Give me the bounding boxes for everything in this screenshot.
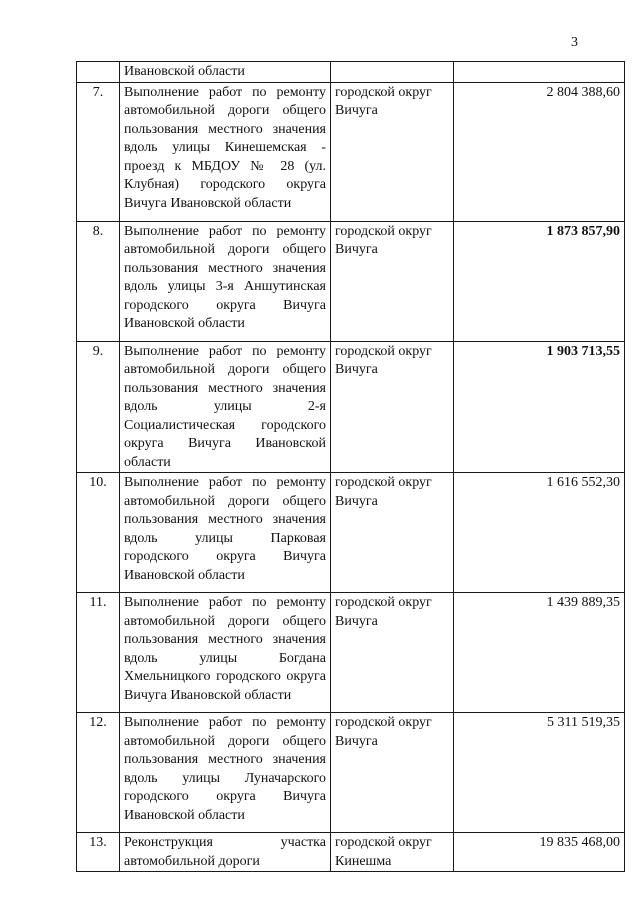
amount-cell: 1 616 552,30 [454,473,625,593]
row-number-cell [77,62,120,83]
works-table [76,61,625,872]
amount-cell: 2 804 388,60 [454,82,625,221]
amount-cell: 1 903 713,55 [454,341,625,473]
table-row [77,833,625,872]
table-row [77,713,625,833]
location-cell: городской округ Вичуга [331,221,454,341]
amount-cell: 1 873 857,90 [454,221,625,341]
work-description-cell: Выполнение работ по ремонту автомобильной дороги общего пользования местного значения вдоль улицы Богдана Хмельницкого городского округа Вичуга Ивановской области [120,593,331,713]
row-number-cell: 13. [77,833,120,872]
location-cell: городской округ Вичуга [331,341,454,473]
work-description-cell: Выполнение работ по ремонту автомобильной дороги общего пользования местного значения вдоль улицы 3-я Аншутинская городского округа Вичуга Ивановской области [120,221,331,341]
row-number-cell: 10. [77,473,120,593]
table-row [77,593,625,713]
work-description-cell: Выполнение работ по ремонту автомобильной дороги общего пользования местного значения вдоль улицы Луначарского городского округа Вичуга Ивановской области [120,713,331,833]
location-cell [331,62,454,83]
table-row [77,341,625,473]
row-number-cell: 8. [77,221,120,341]
location-cell: городской округ Кинешма [331,833,454,872]
table-row [77,221,625,341]
location-cell: городской округ Вичуга [331,82,454,221]
work-description-cell: Реконструкция участка автомобильной дороги [120,833,331,872]
location-cell: городской округ Вичуга [331,593,454,713]
work-description-cell: Выполнение работ по ремонту автомобильной дороги общего пользования местного значения вдоль улицы Парковая городского округа Вичуга Ивановской области [120,473,331,593]
table-row [77,82,625,221]
location-cell: городской округ Вичуга [331,713,454,833]
amount-cell: 1 439 889,35 [454,593,625,713]
table-row [77,473,625,593]
amount-cell [454,62,625,83]
table-row-continuation [77,62,625,83]
amount-cell: 19 835 468,00 [454,833,625,872]
work-description-cell: Выполнение работ по ремонту автомобильной дороги общего пользования местного значения вдоль улицы 2-я Социалистическая городского округа Вичуга Ивановской области [120,341,331,473]
page-number: 3 [571,35,578,50]
row-number-cell: 11. [77,593,120,713]
amount-cell: 5 311 519,35 [454,713,625,833]
work-description-cell: Ивановской области [120,62,331,83]
row-number-cell: 7. [77,82,120,221]
location-cell: городской округ Вичуга [331,473,454,593]
row-number-cell: 12. [77,713,120,833]
work-description-cell: Выполнение работ по ремонту автомобильной дороги общего пользования местного значения вдоль улицы Кинешемская - проезд к МБДОУ № 28 (ул. Клубная) городского округа Вичуга Ивановской области [120,82,331,221]
row-number-cell: 9. [77,341,120,473]
